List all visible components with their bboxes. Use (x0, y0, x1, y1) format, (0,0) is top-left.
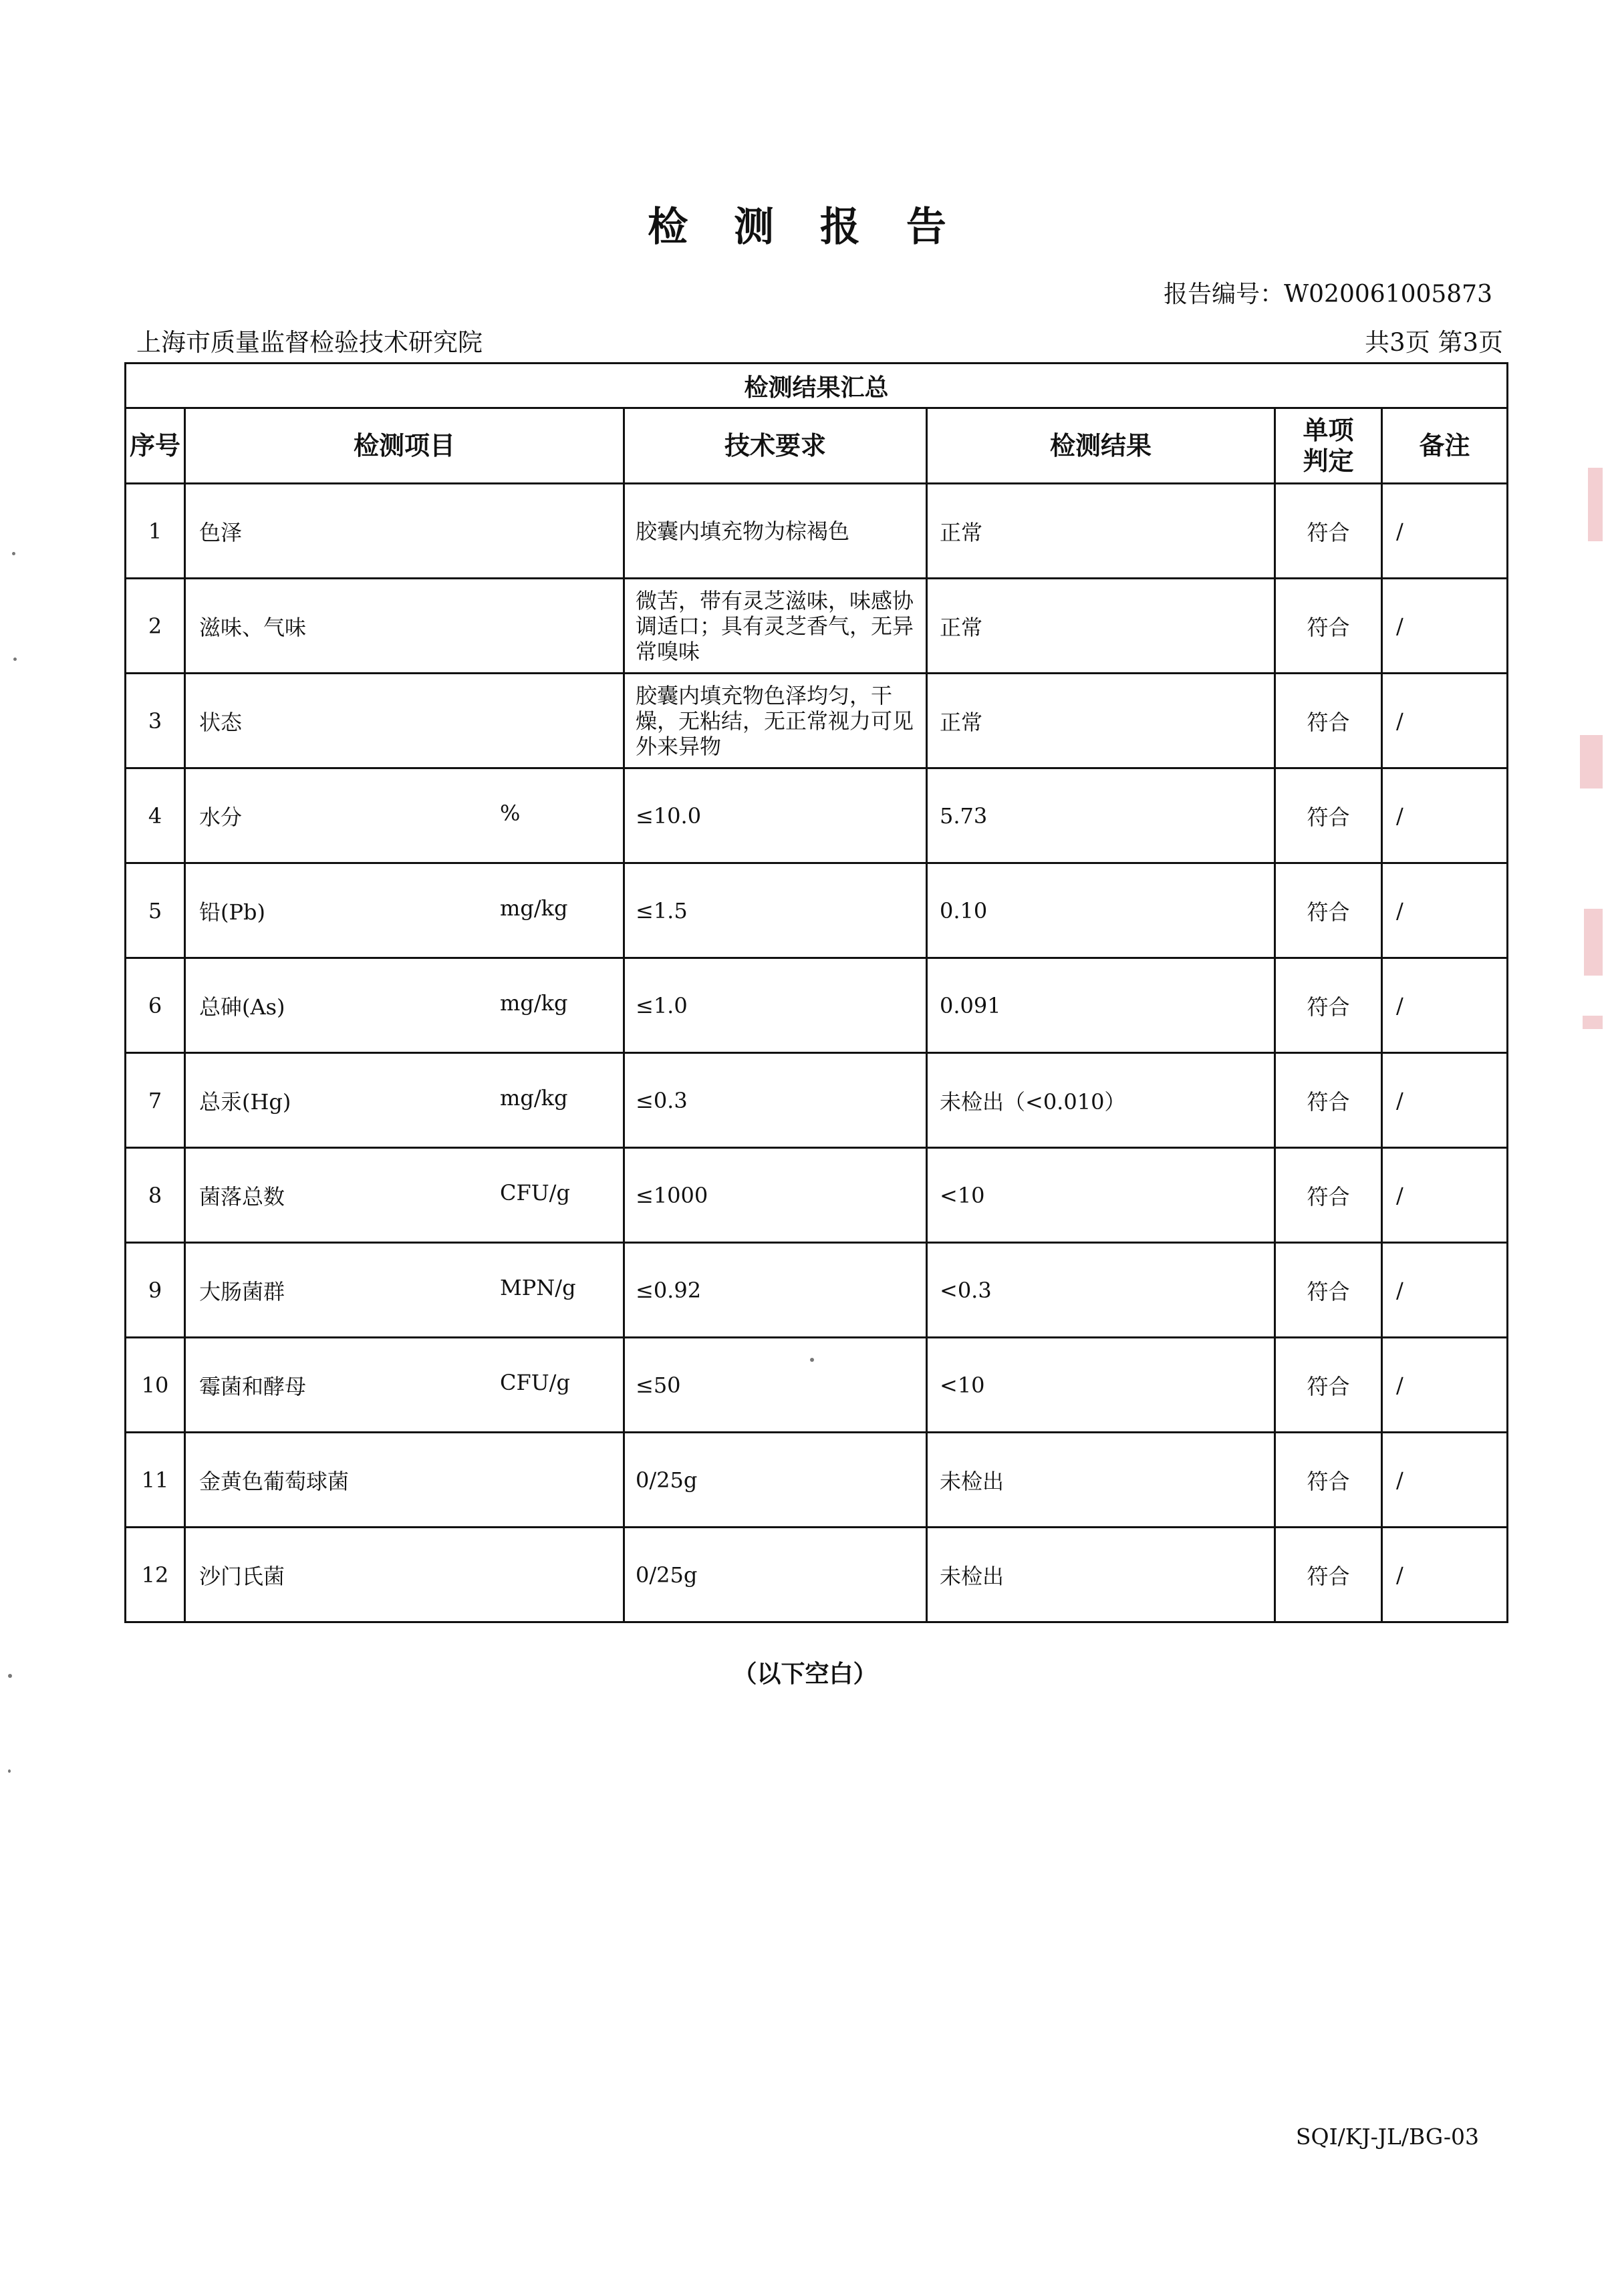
cell-note: / (1382, 1243, 1508, 1338)
report-title: 检 测 报 告 (648, 204, 962, 251)
cell-note: / (1382, 1148, 1508, 1243)
cell-requirement: 微苦，带有灵芝滋味，味感协调适口；具有灵芝香气，无异常嗅味 (624, 579, 927, 674)
cell-requirement: ≤0.92 (624, 1243, 927, 1338)
cell-result: 未检出（<0.010） (927, 1053, 1275, 1148)
item-unit: CFU/g (500, 1369, 570, 1395)
cell-no: 3 (126, 674, 185, 768)
cell-item (185, 768, 624, 863)
cell-judgement: 符合 (1275, 1148, 1382, 1243)
institute-name: 上海市质量监督检验技术研究院 (136, 328, 483, 357)
cell-result: <10 (927, 1338, 1275, 1433)
blank-below-note: （以下空白） (732, 1661, 878, 1688)
item-unit: % (500, 800, 521, 826)
cell-result: 0.10 (927, 863, 1275, 958)
item-name: 总汞(Hg) (199, 1089, 291, 1115)
table-row (126, 863, 1508, 958)
page-info: 共3页 第3页 (1365, 328, 1503, 357)
cell-requirement: 0/25g (624, 1433, 927, 1528)
item-unit: mg/kg (500, 895, 568, 921)
cell-result: <0.3 (927, 1243, 1275, 1338)
item-name: 金黄色葡萄球菌 (199, 1468, 350, 1494)
cell-item (185, 1243, 624, 1338)
item-unit: CFU/g (500, 1179, 570, 1205)
cell-result: 正常 (927, 579, 1275, 674)
cell-note: / (1382, 1528, 1508, 1622)
cell-requirement: ≤50 (624, 1338, 927, 1433)
cell-note: / (1382, 1433, 1508, 1528)
cell-result: 未检出 (927, 1433, 1275, 1528)
stamp-edge-mark (1583, 1016, 1603, 1029)
cell-note: / (1382, 579, 1508, 674)
item-name: 沙门氏菌 (199, 1563, 285, 1589)
table-row (126, 1433, 1508, 1528)
table-row (126, 1338, 1508, 1433)
cell-no: 9 (126, 1243, 185, 1338)
cell-no: 12 (126, 1528, 185, 1622)
cell-judgement: 符合 (1275, 1243, 1382, 1338)
cell-result: 未检出 (927, 1528, 1275, 1622)
table-row (126, 674, 1508, 768)
header-item: 检测项目 (185, 408, 624, 484)
item-name: 水分 (199, 804, 243, 830)
cell-judgement: 符合 (1275, 1433, 1382, 1528)
summary-title-row (126, 364, 1508, 408)
cell-result: <10 (927, 1148, 1275, 1243)
cell-note: / (1382, 958, 1508, 1053)
cell-no: 2 (126, 579, 185, 674)
cell-requirement: 0/25g (624, 1528, 927, 1622)
cell-no: 1 (126, 484, 185, 579)
cell-item (185, 484, 624, 579)
item-name: 色泽 (199, 519, 243, 545)
cell-item (185, 579, 624, 674)
header-judgement-label: 单项判定 (1303, 416, 1354, 476)
scan-speck (13, 658, 17, 661)
stamp-edge-mark (1584, 909, 1603, 976)
table-row (126, 1053, 1508, 1148)
table-row (126, 958, 1508, 1053)
item-name: 菌落总数 (199, 1183, 285, 1209)
cell-judgement: 符合 (1275, 579, 1382, 674)
item-name: 铅(Pb) (199, 899, 265, 925)
table-row (126, 579, 1508, 674)
cell-no: 4 (126, 768, 185, 863)
header-result: 检测结果 (927, 408, 1275, 484)
scan-speck (810, 1358, 814, 1362)
cell-note: / (1382, 863, 1508, 958)
item-name: 滋味、气味 (199, 614, 307, 640)
table-row (126, 768, 1508, 863)
report-number: 报告编号：W020061005873 (1164, 281, 1492, 308)
summary-title: 检测结果汇总 (126, 364, 1508, 408)
scan-speck (8, 1769, 11, 1773)
cell-judgement: 符合 (1275, 958, 1382, 1053)
result-table (124, 362, 1508, 1623)
cell-requirement: ≤0.3 (624, 1053, 927, 1148)
cell-no: 10 (126, 1338, 185, 1433)
cell-item (185, 1433, 624, 1528)
cell-result: 正常 (927, 674, 1275, 768)
item-name: 大肠菌群 (199, 1278, 285, 1304)
cell-judgement: 符合 (1275, 1053, 1382, 1148)
table-header-row (126, 408, 1508, 484)
cell-requirement: ≤1.5 (624, 863, 927, 958)
stamp-edge-mark (1580, 735, 1603, 788)
cell-judgement: 符合 (1275, 674, 1382, 768)
cell-item (185, 958, 624, 1053)
cell-no: 5 (126, 863, 185, 958)
cell-result: 5.73 (927, 768, 1275, 863)
cell-no: 11 (126, 1433, 185, 1528)
cell-item (185, 863, 624, 958)
cell-judgement: 符合 (1275, 768, 1382, 863)
cell-requirement: 胶囊内填充物为棕褐色 (624, 484, 927, 579)
cell-requirement: 胶囊内填充物色泽均匀，干燥，无粘结，无正常视力可见外来异物 (624, 674, 927, 768)
cell-judgement: 符合 (1275, 863, 1382, 958)
cell-note: / (1382, 484, 1508, 579)
table-row (126, 1148, 1508, 1243)
item-unit: MPN/g (500, 1274, 576, 1300)
cell-requirement: ≤10.0 (624, 768, 927, 863)
cell-item (185, 1338, 624, 1433)
cell-note: / (1382, 768, 1508, 863)
form-code: SQI/KJ-JL/BG-03 (1295, 2124, 1479, 2150)
stamp-edge-mark (1588, 468, 1603, 541)
cell-item (185, 1148, 624, 1243)
cell-note: / (1382, 674, 1508, 768)
item-name: 状态 (199, 709, 243, 735)
header-note: 备注 (1382, 408, 1508, 484)
table-row (126, 1243, 1508, 1338)
header-requirement: 技术要求 (624, 408, 927, 484)
item-unit: mg/kg (500, 990, 568, 1016)
cell-item (185, 1053, 624, 1148)
scan-speck (12, 552, 15, 555)
cell-note: / (1382, 1338, 1508, 1433)
scan-speck (8, 1674, 12, 1678)
item-name: 总砷(As) (199, 994, 285, 1020)
cell-no: 6 (126, 958, 185, 1053)
cell-no: 7 (126, 1053, 185, 1148)
cell-judgement: 符合 (1275, 1528, 1382, 1622)
item-unit: mg/kg (500, 1085, 568, 1111)
table-row (126, 1528, 1508, 1622)
cell-item (185, 1528, 624, 1622)
cell-requirement: ≤1.0 (624, 958, 927, 1053)
cell-item (185, 674, 624, 768)
header-judgement (1275, 408, 1382, 484)
cell-judgement: 符合 (1275, 484, 1382, 579)
cell-requirement: ≤1000 (624, 1148, 927, 1243)
cell-result: 正常 (927, 484, 1275, 579)
header-no: 序号 (126, 408, 185, 484)
cell-result: 0.091 (927, 958, 1275, 1053)
cell-no: 8 (126, 1148, 185, 1243)
table-row (126, 484, 1508, 579)
item-name: 霉菌和酵母 (199, 1373, 307, 1399)
cell-judgement: 符合 (1275, 1338, 1382, 1433)
cell-note: / (1382, 1053, 1508, 1148)
